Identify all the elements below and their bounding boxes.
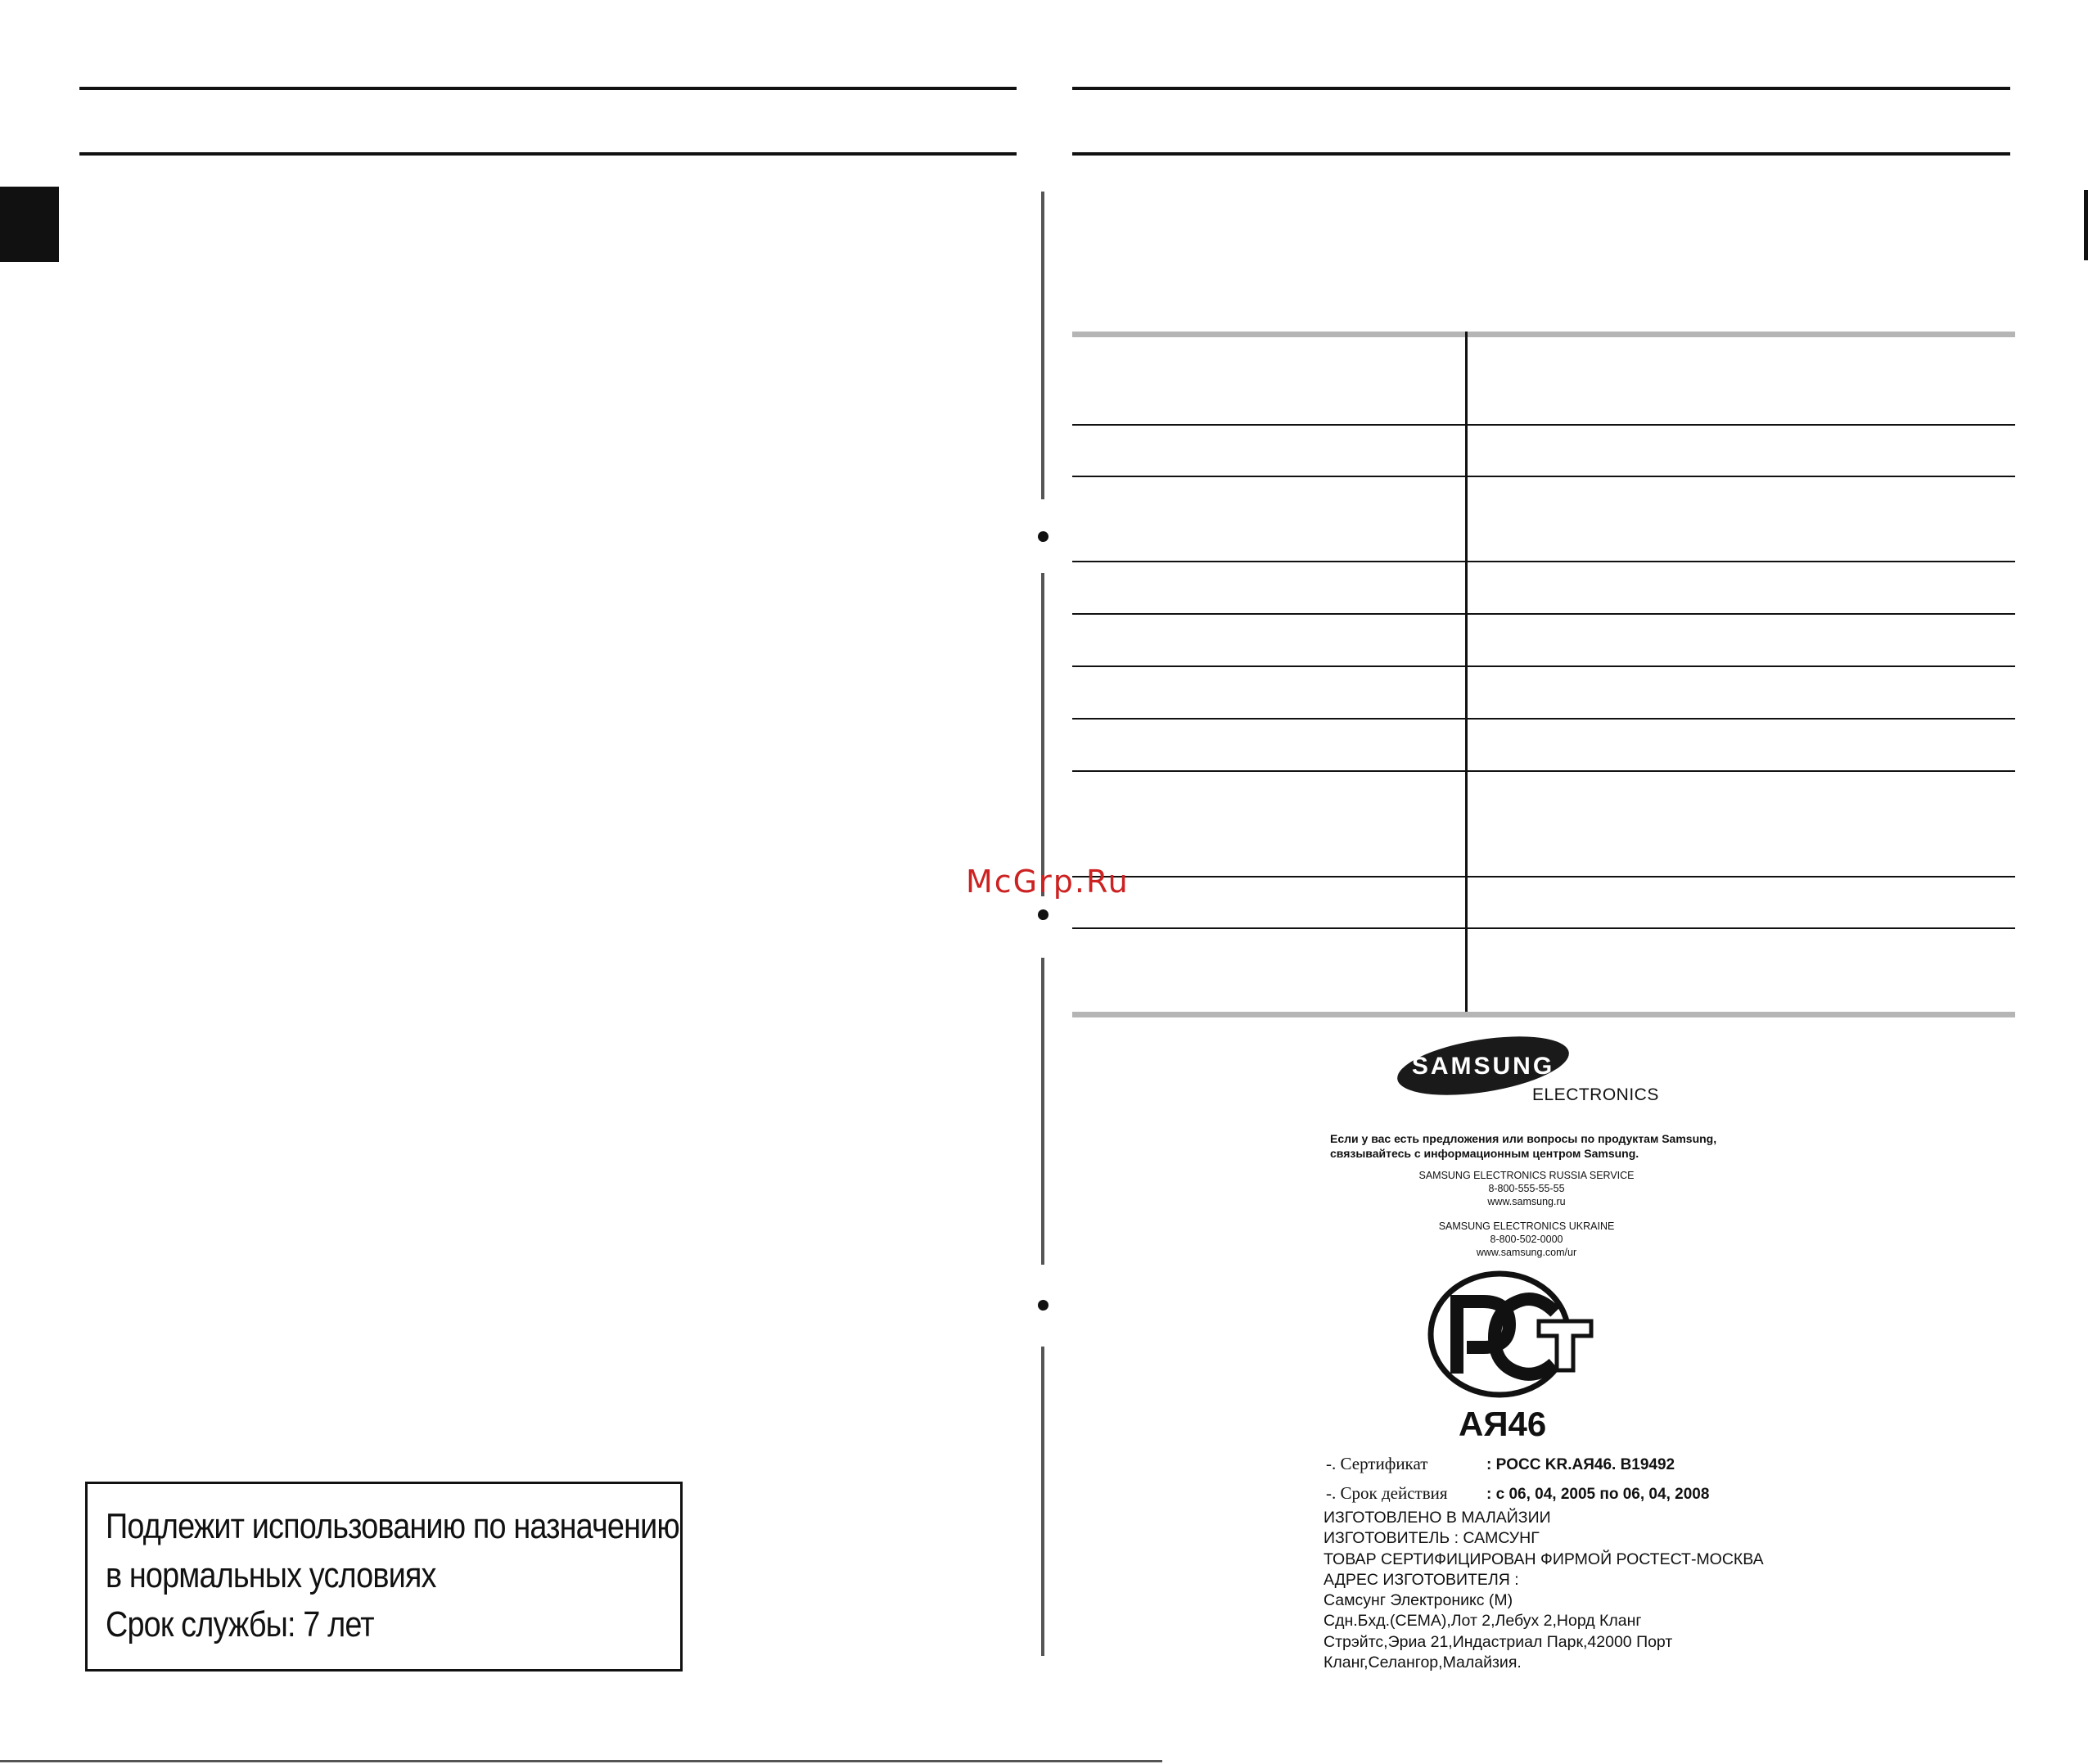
binding-dot-1	[1038, 531, 1049, 542]
ukraine-service-web: www.samsung.com/ur	[1476, 1247, 1577, 1258]
ukraine-service-name: SAMSUNG ELECTRONICS UKRAINE	[1438, 1220, 1615, 1232]
binding-line-3	[1041, 958, 1044, 1265]
notice-box	[85, 1482, 683, 1672]
left-second-rule	[79, 152, 1017, 156]
notice-line-1: Подлежит использованию по назначению	[106, 1506, 679, 1546]
spec-table	[1072, 332, 2015, 1019]
contact-intro-line-2: связывайтесь с информационным центром Samsung.	[1330, 1147, 1639, 1160]
contact-intro	[1330, 1131, 1716, 1161]
binding-dot-2	[1038, 909, 1049, 920]
binding-line-1	[1041, 192, 1044, 499]
table-top-band	[1072, 332, 2015, 337]
brand-subtitle: ELECTRONICS	[1532, 1085, 1659, 1104]
binding-line-4	[1041, 1347, 1044, 1656]
manufacturer-line: Стрэйтс,Эриа 21,Индастриал Парк,42000 Порт	[1324, 1632, 1673, 1651]
manufacturer-line: Сдн.Бхд.(СЕМА),Лот 2,Лебух 2,Норд Кланг	[1324, 1612, 1642, 1631]
manufacturer-info	[1324, 1508, 1764, 1673]
table-row-line	[1072, 927, 2015, 929]
notice-line-3: Срок службы: 7 лет	[106, 1604, 374, 1644]
manufacturer-line: Самсунг Электроникс (М)	[1324, 1591, 1513, 1610]
notice-line-2: в нормальных условиях	[106, 1555, 436, 1595]
certificate-row	[1326, 1454, 1675, 1474]
manufacturer-line: ИЗГОТОВИТЕЛЬ : САМСУНГ	[1324, 1529, 1540, 1548]
watermark: McGrp.Ru	[966, 864, 1130, 900]
manufacturer-line: ИЗГОТОВЛЕНО В МАЛАЙЗИИ	[1324, 1509, 1551, 1527]
table-row-line	[1072, 424, 2015, 426]
certification-code: AЯ46	[1459, 1405, 1547, 1443]
right-top-rule	[1072, 87, 2010, 90]
manufacturer-line: Кланг,Селангор,Малайзия.	[1324, 1653, 1522, 1672]
contact-ukraine	[1293, 1220, 1760, 1259]
russia-service-phone: 8-800-555-55-55	[1488, 1183, 1565, 1194]
right-second-rule	[1072, 152, 2010, 156]
table-row-line	[1072, 770, 2015, 772]
ukraine-service-phone: 8-800-502-0000	[1490, 1234, 1563, 1245]
table-row-line	[1072, 718, 2015, 720]
certificate-value: : POCC KR.AЯ46. B19492	[1486, 1456, 1675, 1473]
contact-intro-line-1: Если у вас есть предложения или вопросы по продуктам Samsung,	[1330, 1132, 1717, 1145]
manufacturer-line: АДРЕС ИЗГОТОВИТЕЛЯ :	[1324, 1570, 1519, 1589]
binding-line-2	[1041, 573, 1044, 896]
section-tab-marker	[0, 187, 59, 262]
right-edge-tick	[2084, 190, 2088, 260]
table-row-line	[1072, 613, 2015, 615]
binding-dot-3	[1038, 1300, 1049, 1311]
contact-russia	[1293, 1169, 1760, 1208]
samsung-logo-text: SAMSUNG	[1411, 1053, 1555, 1080]
footer-rule	[0, 1760, 1162, 1762]
rostest-certification-mark	[1424, 1267, 1604, 1402]
table-row-line	[1072, 876, 2015, 877]
manufacturer-line: ТОВАР СЕРТИФИЦИРОВАН ФИРМОЙ РОСТЕСТ-МОСКВА	[1324, 1550, 1764, 1568]
validity-value: : c 06, 04, 2005 по 06, 04, 2008	[1486, 1486, 1710, 1503]
table-column-divider	[1465, 332, 1468, 1015]
table-row-line	[1072, 476, 2015, 477]
certificate-label: -. Сертификат	[1326, 1454, 1428, 1473]
left-top-rule	[79, 87, 1017, 90]
validity-row	[1326, 1483, 1709, 1504]
russia-service-name: SAMSUNG ELECTRONICS RUSSIA SERVICE	[1418, 1170, 1635, 1181]
table-row-line	[1072, 561, 2015, 562]
table-row-line	[1072, 665, 2015, 667]
russia-service-web: www.samsung.ru	[1487, 1196, 1566, 1207]
validity-label: -. Срок действия	[1326, 1483, 1448, 1503]
table-bottom-band	[1072, 1012, 2015, 1017]
